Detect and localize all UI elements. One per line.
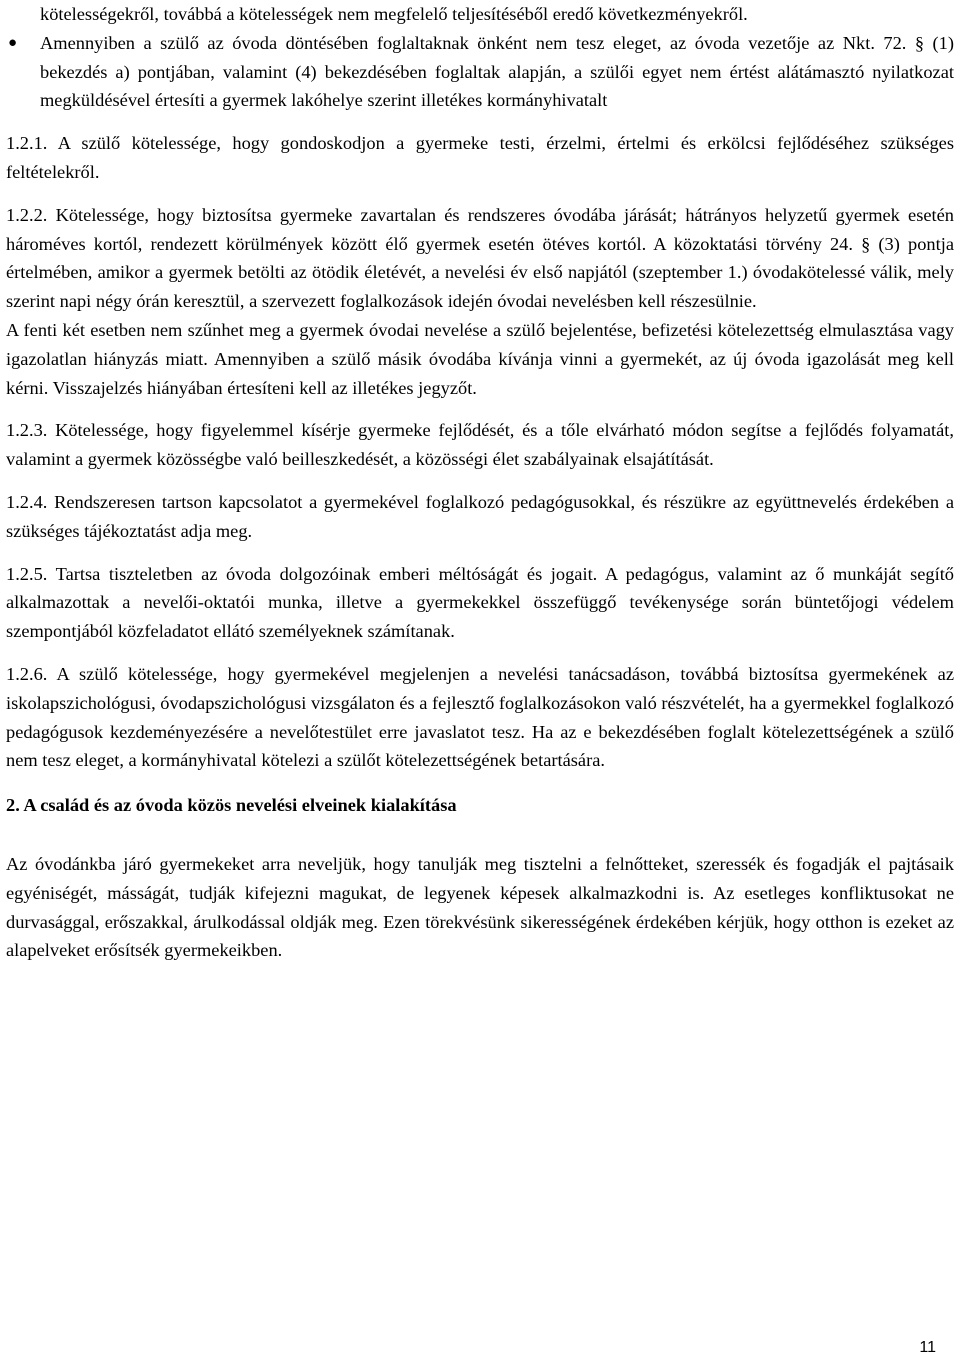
bullet-text: Amennyiben a szülő az óvoda döntésében foglaltaknak önként nem tesz eleget, az óvoda vezetője az Nkt. 72. § (1) bekezdés a) pontjában, valamint (4) bekezdésében foglaltak alapján, a szülői egyet nem értést alátámasztó nyilatkozat megküldésével értesíti a gyermek lakóhelye szerint illetékes kormányhivatalt: [40, 32, 954, 111]
section-heading: 2. A család és az óvoda közös nevelési elveinek kialakítása: [6, 795, 457, 816]
bullet-dot-icon: ●: [8, 34, 18, 51]
section-1-2-3: 1.2.3. Kötelessége, hogy figyelemmel kísérje gyermeke fejlődését, és a tőle elvárható módon segítse a fejlődés folyamatát, valamint a gyermek közösségbe való beilleszkedését, a közösségi élet szabályainak elsajátítását.: [6, 420, 954, 470]
section-1-2-2: 1.2.2. Kötelessége, hogy biztosítsa gyermeke zavartalan és rendszeres óvodába járását; hátrányos helyzetű gyermek esetén hároméves kortól, rendezett körülmények között élő gyermek esetén ötéves kortól. A közoktatási törvény 24. § (3) pontja értelmében, amikor a gyermek betölti az ötödik életévét, a nevelési év első napjától (szeptember 1.) óvodakötelessé válik, mely szerint napi négy órán keresztül, a szervezett foglalkozások idején óvodai nevelésben kell részesülnie.: [6, 204, 954, 312]
document-page: [6, 0, 954, 965]
section-1-2-2-continued: A fenti két esetben nem szűnhet meg a gyermek óvodai nevelése a szülő bejelentése, befizetési kötelezettség elmulasztása vagy igazolatlan hiányzás miatt. Amennyiben a szülő másik óvodába kívánja vinni a gyermekét, az új óvoda igazolását meg kell kérni. Visszajelzés hiányában értesíteni kell az illetékes jegyzőt.: [6, 319, 954, 398]
section-1-2-4: 1.2.4. Rendszeresen tartson kapcsolatot a gyermekével foglalkozó pedagógusokkal, és részükre az együttnevelés érdekében a szükséges tájékoztatást adja meg.: [6, 491, 954, 541]
page-number: 11: [919, 1339, 936, 1356]
section-1-2-6: 1.2.6. A szülő kötelessége, hogy gyermekével megjelenjen a nevelési tanácsadáson, továbbá biztosítsa gyermekének az iskolapszichológusi, óvodapszichológusi vizsgálaton és a fejlesztő foglalkozásokon való részvételét, ha a gyermekkel foglalkozó pedagógusok kezdeményezésére a nevelőtestület erre javaslatot tesz. Ha az e bekezdésében foglalt kötelezettségének a szülő nem tesz eleget, a kormányhivatal kötelezi a szülőt kötelezettségének betartására.: [6, 663, 954, 771]
section-1-2-5: 1.2.5. Tartsa tiszteletben az óvoda dolgozóinak emberi méltóságát és jogait. A pedagógus, valamint az ő munkáját segítő alkalmazottak a nevelői-oktatói munka, illetve a gyermekekkel összefüggő tevékenysége során büntetőjogi védelem szempontjából közfeladatot ellátó személyeknek számítanak.: [6, 563, 954, 642]
bullet-list: [6, 29, 954, 115]
bullet-list-item: [6, 29, 954, 115]
closing-paragraph: Az óvodánkba járó gyermekeket arra neveljük, hogy tanulják meg tisztelni a felnőtteket, szeressék és fogadják el pajtásaik egyéniségét, másságát, tudják kifejezni magukat, de legyenek képesek alkalmazkodni is. Az esetleges konfliktusokat ne durvasággal, erőszakkal, árulkodással oldják meg. Ezen törekvésünk sikerességének érdekében kérjük, hogy otthon is ezeket az alapelveket erősítsék gyermekeikben.: [6, 853, 954, 961]
continuation-paragraph: kötelességekről, továbbá a kötelességek nem megfelelő teljesítéséből eredő következményekről.: [40, 4, 748, 24]
section-1-2-1: 1.2.1. A szülő kötelessége, hogy gondoskodjon a gyermeke testi, érzelmi, értelmi és erkölcsi fejlődéséhez szükséges feltételekről.: [6, 133, 954, 182]
